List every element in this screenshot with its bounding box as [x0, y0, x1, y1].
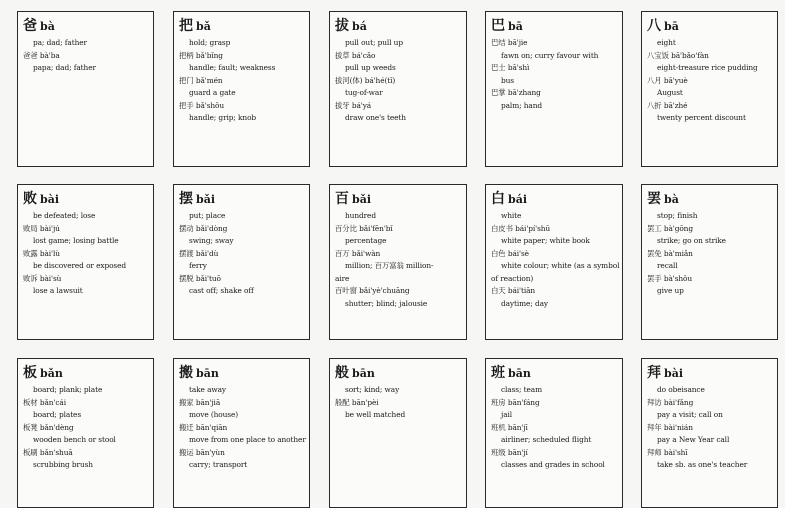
translation: strike; go on strike [657, 236, 726, 245]
translation: be discovered or exposed [33, 261, 127, 270]
flashcard-heading [335, 16, 466, 35]
flashcard-heading [23, 16, 153, 35]
compound-word: 搬家 bān'jiā [179, 397, 221, 407]
translation: fawn on; curry favour with [501, 50, 599, 60]
translation: eight-treasure rice pudding [657, 63, 758, 72]
compound-word: 八月 bā'yuè [647, 75, 688, 85]
flashcard-heading [179, 189, 309, 208]
flashcard [485, 11, 623, 167]
flashcard-heading [23, 189, 153, 208]
flashcard [17, 358, 154, 508]
translation: cast off; shake off [189, 286, 254, 295]
flashcard-heading [647, 16, 777, 35]
flashcard [329, 11, 467, 167]
flashcard-heading [491, 189, 622, 208]
translation: eight [657, 38, 676, 47]
translation: lose a lawsuit [33, 286, 83, 295]
compound-word: 罢免 bà'miǎn [647, 248, 693, 258]
translation: palm; hand [501, 100, 543, 110]
translation: pull up weeds [345, 63, 396, 72]
heading-character: 般 [335, 365, 349, 381]
flashcard-heading [335, 363, 466, 382]
translation: airliner; scheduled flight [501, 435, 592, 444]
translation: be well matched [345, 410, 406, 419]
compound-word: 班机 bān'jī [491, 422, 528, 432]
compound-word: 班房 bān'fáng [491, 397, 540, 407]
heading-pinyin: bà [664, 193, 679, 206]
flashcard [173, 358, 310, 508]
translation: board; plank; plate [33, 385, 103, 394]
heading-pinyin: bā [664, 20, 679, 33]
compound-word: 板材 bǎn'cái [23, 397, 66, 407]
translation: carry; transport [189, 460, 248, 469]
flashcard [641, 358, 778, 508]
compound-word: 爸爸 bà'ba [23, 50, 60, 60]
compound-word: 罢手 bà'shǒu [647, 273, 693, 283]
compound-word: 搬运 bān'yùn [179, 447, 225, 457]
heading-character: 搬 [179, 365, 193, 381]
compound-word: 拔牙 bá'yá [335, 100, 372, 110]
compound-word: 般配 bān'pèi [335, 397, 379, 407]
heading-character: 拜 [647, 365, 661, 381]
heading-pinyin: bān [508, 367, 531, 380]
translation: papa; dad; father [33, 63, 96, 72]
compound-word: 巴士 bā'shì [491, 63, 530, 72]
translation: stop; finish [657, 211, 698, 220]
heading-character: 拔 [335, 18, 349, 34]
translation: pa; dad; father [33, 38, 87, 47]
heading-character: 百 [335, 191, 349, 207]
heading-pinyin: bǎ [196, 20, 211, 33]
flashcard [173, 184, 310, 340]
translation: white paper; white book [501, 236, 590, 245]
translation: swing; sway [189, 236, 234, 245]
compound-word: 巴掌 bā'zhang [491, 88, 541, 97]
translation: million; 百万富翁 million- [345, 261, 434, 270]
translation: scrubbing brush [33, 460, 93, 469]
translation: draw one's teeth [345, 113, 406, 122]
flashcard-heading [647, 189, 777, 208]
flashcard-heading [491, 16, 622, 35]
translation: pull out; pull up [345, 38, 403, 47]
translation: hold; grasp [189, 38, 231, 47]
flashcard-heading [179, 16, 309, 35]
translation: give up [657, 286, 684, 295]
heading-pinyin: bǎn [40, 367, 63, 380]
compound-word: 拔草 bá'cǎo [335, 50, 376, 60]
translation-continuation: of reaction) [491, 273, 534, 283]
compound-word: 板凳 bǎn'dèng [23, 422, 74, 432]
compound-word: 白天 bái'tiān [491, 286, 536, 295]
compound-word: 拜师 bài'shī [647, 447, 688, 457]
heading-pinyin: bān [352, 367, 375, 380]
translation: class; team [501, 385, 542, 394]
compound-word: 败局 bài'jú [23, 223, 60, 233]
heading-pinyin: bǎi [196, 193, 215, 206]
heading-pinyin: bá [352, 20, 367, 33]
flashcard [641, 184, 778, 340]
translation: sort; kind; way [345, 385, 400, 394]
translation: lost game; losing battle [33, 236, 119, 245]
translation: put; place [189, 211, 226, 220]
translation: move (house) [189, 410, 239, 419]
heading-character: 摆 [179, 191, 193, 207]
translation: hundred [345, 211, 376, 220]
compound-word: 拜年 bài'nián [647, 422, 693, 432]
translation: pay a New Year call [657, 435, 730, 444]
compound-word: 摆渡 bǎi'dù [179, 248, 219, 258]
flashcard [329, 184, 467, 340]
flashcard-heading [491, 363, 622, 382]
translation: wooden bench or stool [33, 435, 116, 444]
heading-pinyin: bái [508, 193, 527, 206]
translation: white [501, 211, 522, 220]
translation: white colour; white (as a symbol [501, 261, 620, 270]
flashcard [17, 11, 154, 167]
compound-word: 搬迁 bān'qiān [179, 422, 228, 432]
flashcard-heading [23, 363, 153, 382]
heading-character: 败 [23, 191, 37, 207]
heading-character: 爸 [23, 18, 37, 34]
compound-word: 八宝饭 bā'bǎo'fàn [647, 50, 709, 60]
translation: shutter; blind; jalousie [345, 298, 428, 308]
heading-character: 罢 [647, 191, 661, 207]
flashcard [485, 184, 623, 340]
translation: recall [657, 261, 678, 270]
heading-character: 班 [491, 365, 505, 381]
translation: ferry [189, 261, 207, 270]
flashcard [17, 184, 154, 340]
heading-pinyin: bài [40, 193, 59, 206]
translation: take sb. as one's teacher [657, 460, 748, 469]
compound-word: 把手 bǎ'shǒu [179, 100, 225, 110]
translation: move from one place to another [189, 435, 306, 444]
translation: twenty percent discount [657, 113, 746, 122]
flashcard-heading [179, 363, 309, 382]
compound-word: 百万 bǎi'wàn [335, 248, 381, 258]
heading-pinyin: bān [196, 367, 219, 380]
flashcard [329, 358, 467, 508]
compound-word: 败诉 bài'sù [23, 273, 62, 283]
heading-pinyin: bà [40, 20, 55, 33]
translation: August [657, 88, 683, 97]
compound-word: 板刷 bǎn'shuā [23, 447, 73, 457]
compound-word: 巴结 bā'jie [491, 38, 528, 47]
translation: classes and grades in school [501, 460, 605, 469]
compound-word: 班级 bān'jí [491, 447, 528, 457]
translation-continuation: aire [335, 273, 350, 283]
heading-pinyin: bài [664, 367, 683, 380]
compound-word: 败露 bài'lù [23, 248, 60, 258]
heading-pinyin: bā [508, 20, 523, 33]
compound-word: 把门 bǎ'mén [179, 75, 223, 85]
flashcard [485, 358, 623, 508]
translation: bus [501, 75, 514, 85]
compound-word: 把柄 bǎ'bǐng [179, 50, 223, 60]
flashcard [641, 11, 778, 167]
compound-word: 拜访 bài'fǎng [647, 397, 694, 407]
translation: be defeated; lose [33, 211, 96, 220]
translation: pay a visit; call on [657, 410, 723, 419]
compound-word: 八折 bā'zhé [647, 100, 688, 110]
translation: take away [189, 385, 226, 394]
translation: percentage [345, 236, 387, 245]
translation: board; plates [33, 410, 82, 419]
flashcard-heading [647, 363, 777, 382]
translation: handle; grip; knob [189, 113, 257, 122]
compound-word: 摆动 bǎi'dòng [179, 223, 228, 233]
compound-word: 白色 bái'sè [491, 248, 529, 258]
heading-pinyin: bǎi [352, 193, 371, 206]
flashcard-heading [335, 189, 466, 208]
compound-word: 罢工 bà'gōng [647, 223, 693, 233]
heading-character: 八 [647, 18, 661, 34]
translation: daytime; day [501, 298, 548, 308]
translation: handle; fault; weakness [189, 63, 276, 72]
compound-word: 百分比 bǎi'fēn'bǐ [335, 223, 393, 233]
compound-word: 百叶窗 bǎi'yè'chuāng [335, 286, 410, 295]
translation: jail [501, 410, 513, 419]
compound-word: 白皮书 bái'pí'shū [491, 223, 551, 233]
translation: tug-of-war [345, 88, 383, 97]
heading-character: 板 [23, 365, 37, 381]
heading-character: 巴 [491, 18, 505, 34]
heading-character: 把 [179, 18, 193, 34]
compound-word: 摆脱 bǎi'tuō [179, 273, 221, 283]
translation: do obeisance [657, 385, 705, 394]
compound-word: 拔河(体) bá'hé(tǐ) [335, 75, 396, 85]
translation: guard a gate [189, 88, 236, 97]
heading-character: 白 [491, 191, 505, 207]
flashcard [173, 11, 310, 167]
